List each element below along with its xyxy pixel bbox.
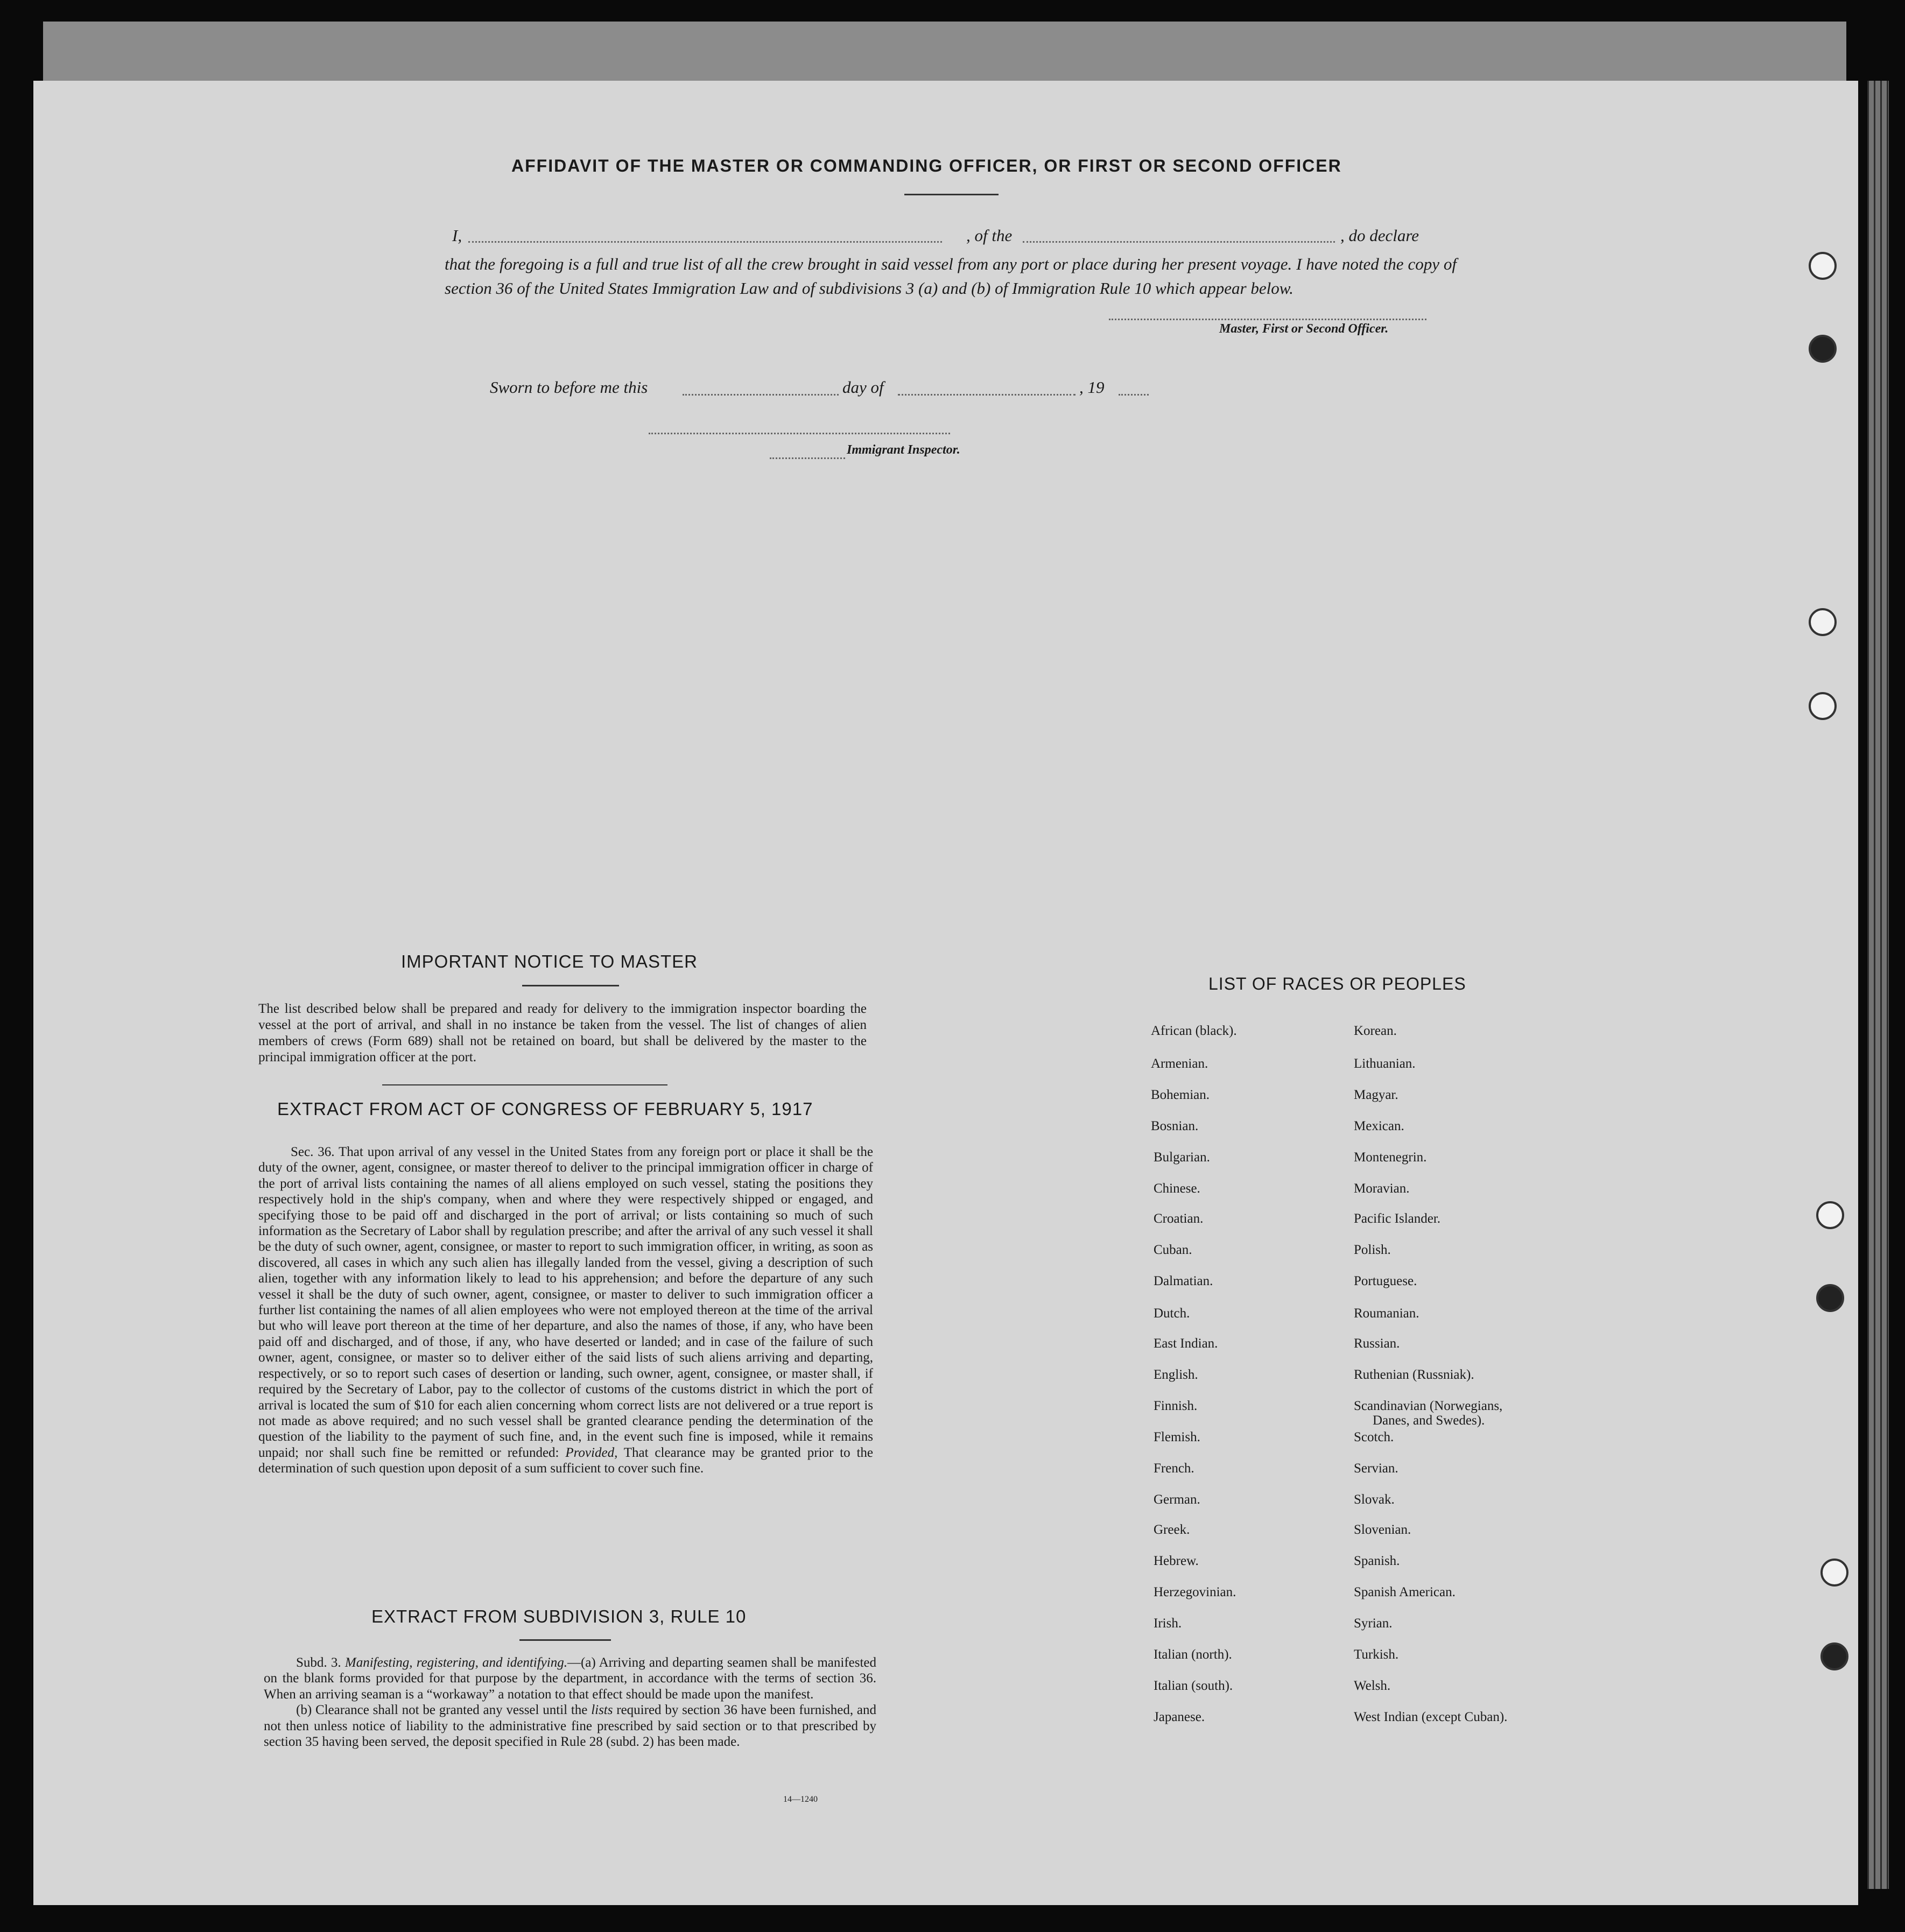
para-b-lists: lists xyxy=(591,1703,613,1718)
para-a-text: Arriving and departing seamen shall be manifested on the blank forms provided for that purpose by the department, in accordance with the terms of section 36. When an arriving seaman is a “workaway” a notation to that effect should be made upon the manifest. xyxy=(264,1655,877,1702)
race-item: Dalmatian. xyxy=(1154,1274,1213,1288)
subd-label: Subd. 3. xyxy=(296,1655,341,1670)
title-underline xyxy=(904,194,999,195)
race-item: Welsh. xyxy=(1354,1679,1391,1693)
form-number: 14—1240 xyxy=(783,1795,818,1804)
race-item: Korean. xyxy=(1354,1024,1397,1038)
race-item: Moravian. xyxy=(1354,1181,1410,1196)
race-item: Slovak. xyxy=(1354,1492,1395,1507)
sworn-year-blank[interactable] xyxy=(1119,394,1149,396)
race-item: Bosnian. xyxy=(1151,1119,1199,1133)
race-item: Polish. xyxy=(1354,1243,1391,1257)
inspector-signature-blank[interactable] xyxy=(649,433,950,434)
race-item: Scotch. xyxy=(1354,1430,1394,1444)
binding-hole-icon xyxy=(1816,1284,1844,1312)
race-item: Lithuanian. xyxy=(1354,1056,1416,1071)
provided-word: Provided, xyxy=(565,1445,618,1460)
race-item: Syrian. xyxy=(1354,1616,1393,1631)
race-item: Scandinavian (Norwegians, xyxy=(1354,1399,1503,1413)
race-item: Hebrew. xyxy=(1154,1554,1199,1568)
race-item: Ruthenian (Russniak). xyxy=(1354,1367,1474,1382)
document-page xyxy=(33,81,1858,1905)
race-item: Montenegrin. xyxy=(1354,1150,1427,1165)
race-item: Bohemian. xyxy=(1151,1088,1210,1102)
binding-hole-icon xyxy=(1820,1559,1848,1587)
binding-hole-icon xyxy=(1820,1642,1848,1670)
race-item: German. xyxy=(1154,1492,1200,1507)
race-item: Magyar. xyxy=(1354,1088,1398,1102)
race-item: Armenian. xyxy=(1151,1056,1208,1071)
subd-title: Manifesting, registering, and identifying. xyxy=(345,1655,567,1670)
race-item: Dutch. xyxy=(1154,1306,1190,1321)
race-item: Servian. xyxy=(1354,1461,1398,1476)
race-item: East Indian. xyxy=(1154,1336,1218,1351)
section-36-label: Sec. 36. xyxy=(291,1145,335,1159)
race-item: Croatian. xyxy=(1154,1211,1204,1226)
notice-text: The list described below shall be prepared and ready for delivery to the immigration inspector boarding the vessel at the port of arrival, and shall in no instance be taken from the vessel. The list of changes of alien members of crews (Form 689) shall not be retained on board, but shall be delivered by the master to the principal immigration officer at the port. xyxy=(258,1002,867,1064)
inspector-label: Immigrant Inspector. xyxy=(847,443,960,457)
binding-hole-icon xyxy=(1809,608,1837,636)
binding-holes xyxy=(1809,0,1841,1932)
sworn-month-blank[interactable] xyxy=(898,394,1075,396)
race-item: Pacific Islander. xyxy=(1354,1211,1441,1226)
section-36-body: That upon arrival of any vessel in the United States from any foreign port or place it shall be the duty of the owner, agent, consignee, or master thereof to deliver to the principal immigration officer in charge of the port of arrival lists containing the names of all aliens employed on such vessel, stating the positions they respectively hold in the ship's company, when and where they were respectively shipped or engaged, and specifying those to be paid off and discharged in the port of arrival; or lists containing so much of such information as the Secretary of Labor shall by regulation prescribe; and after the arrival of any such vessel it shall be the duty of such owner, agent, consignee, or master to report to such immigration officer, in writing, as soon as discovered, all cases in which any such alien has illegally landed from the vessel, giving a description of such alien, together with any information likely to lead to his apprehension; and before the departure of any such vessel it shall be the duty of such owner, agent, consignee, or master to deliver to such immigration officer a further list containing the names of all alien employees who were not employed thereon at the time of the arrival but who will leave port thereon at the time of her departure, and also the names of those, if any, who have been paid off and discharged, and of those, if any, who have deserted or landed; and in case of the failure of such owner, agent, consignee, or master so to deliver either of the said lists of such aliens arriving and departing, respectively, or so to report such cases of desertion or landing, such owner, agent, consignee, or master shall, if required by the Secretary of Labor, pay to the collector of customs of the customs district in which the port of arrival is located the sum of $10 for each alien concerning whom correct lists are not delivered or a true report is not made as above required; and no such vessel shall be granted clearance pending the determination of the question of the liability to the payment of such fine, and, in the event such fine is imposed, while it remains unpaid; nor shall such fine be remitted or refunded: xyxy=(258,1145,873,1460)
binding-hole-icon xyxy=(1816,1201,1844,1229)
race-item: Greek. xyxy=(1154,1522,1190,1537)
race-item: African (black). xyxy=(1151,1024,1237,1038)
extract-rule-underline xyxy=(519,1639,611,1641)
affidavit-of-the-label: , of the xyxy=(966,226,1013,245)
race-item: Chinese. xyxy=(1154,1181,1200,1196)
race-item: Italian (south). xyxy=(1154,1679,1233,1693)
race-item: Finnish. xyxy=(1154,1399,1198,1413)
race-item: Flemish. xyxy=(1154,1430,1200,1444)
race-item: Mexican. xyxy=(1354,1119,1404,1133)
race-item: Herzegovinian. xyxy=(1154,1585,1236,1599)
race-item: English. xyxy=(1154,1367,1198,1382)
rank-blank[interactable] xyxy=(1023,241,1335,243)
race-item: Russian. xyxy=(1354,1336,1400,1351)
sworn-day-blank[interactable] xyxy=(683,394,839,396)
para-b-label: (b) xyxy=(296,1703,312,1718)
extract-rule-heading: EXTRACT FROM SUBDIVISION 3, RULE 10 xyxy=(371,1606,747,1626)
sworn-day-of-label: day of xyxy=(842,378,884,397)
section-36-text xyxy=(258,1144,873,1477)
race-item-continuation: Danes, and Swedes). xyxy=(1373,1413,1485,1428)
race-item: Irish. xyxy=(1154,1616,1182,1631)
name-blank[interactable] xyxy=(468,241,942,243)
notice-heading: IMPORTANT NOTICE TO MASTER xyxy=(401,951,698,971)
stacked-page-edges xyxy=(1867,81,1889,1889)
races-heading: LIST OF RACES OR PEOPLES xyxy=(1208,974,1466,993)
binding-hole-icon xyxy=(1809,692,1837,720)
affidavit-body: that the foregoing is a full and true list of all the crew brought in said vessel from any port or place during her present voyage. I have noted the copy of section 36 of the United States Immigration Law and of subdivisions 3 (a) and (b) of Immigration Rule 10 which appear below. xyxy=(445,255,1457,298)
affidavit-title: AFFIDAVIT OF THE MASTER OR COMMANDING OFFICER, OR FIRST OR SECOND OFFICER xyxy=(511,156,1342,175)
section-36-proviso: That clearance may be granted prior to the determination of such question upon deposit of a sum sufficient to cover such fine. xyxy=(258,1445,874,1476)
race-item: Spanish. xyxy=(1354,1554,1400,1568)
race-item: Turkish. xyxy=(1354,1647,1399,1662)
para-a-label: —(a) xyxy=(567,1655,596,1670)
race-item: Cuban. xyxy=(1154,1243,1192,1257)
affidavit-declare-label: , do declare xyxy=(1340,226,1419,245)
affidavit-i-label: I, xyxy=(452,226,462,245)
race-item: Italian (north). xyxy=(1154,1647,1232,1662)
para-b xyxy=(264,1702,876,1750)
signature-label: Master, First or Second Officer. xyxy=(1219,322,1389,336)
race-item: West Indian (except Cuban). xyxy=(1354,1710,1508,1724)
race-item: Japanese. xyxy=(1154,1710,1205,1724)
sworn-label: Sworn to before me this xyxy=(490,378,648,397)
notice-underline xyxy=(522,985,619,986)
para-a xyxy=(264,1655,876,1702)
binding-hole-icon xyxy=(1809,335,1837,363)
para-b-start: Clearance shall not be granted any vessel until the xyxy=(315,1703,588,1718)
extract-act-heading: EXTRACT FROM ACT OF CONGRESS OF FEBRUARY 5, 1917 xyxy=(277,1099,813,1119)
race-item: Portuguese. xyxy=(1354,1274,1417,1288)
notice-divider xyxy=(382,1084,667,1085)
binding-hole-icon xyxy=(1809,252,1837,280)
race-item: Slovenian. xyxy=(1354,1522,1411,1537)
sworn-year-label: , 19 xyxy=(1079,378,1105,397)
inspector-signature-blank-2[interactable] xyxy=(770,457,845,459)
race-item: Roumanian. xyxy=(1354,1306,1419,1321)
race-item: Bulgarian. xyxy=(1154,1150,1210,1165)
race-item: French. xyxy=(1154,1461,1194,1476)
signature-blank[interactable] xyxy=(1109,319,1426,320)
race-item: Spanish American. xyxy=(1354,1585,1456,1599)
para-b-rest: required by section 36 have been furnished, and not then unless notice of liability to the administrative fine prescribed by said section or to that prescribed by section 35 having been served, the deposit specified in Rule 28 (subd. 2) has been made. xyxy=(264,1703,876,1750)
rule-10-text xyxy=(264,1655,876,1750)
